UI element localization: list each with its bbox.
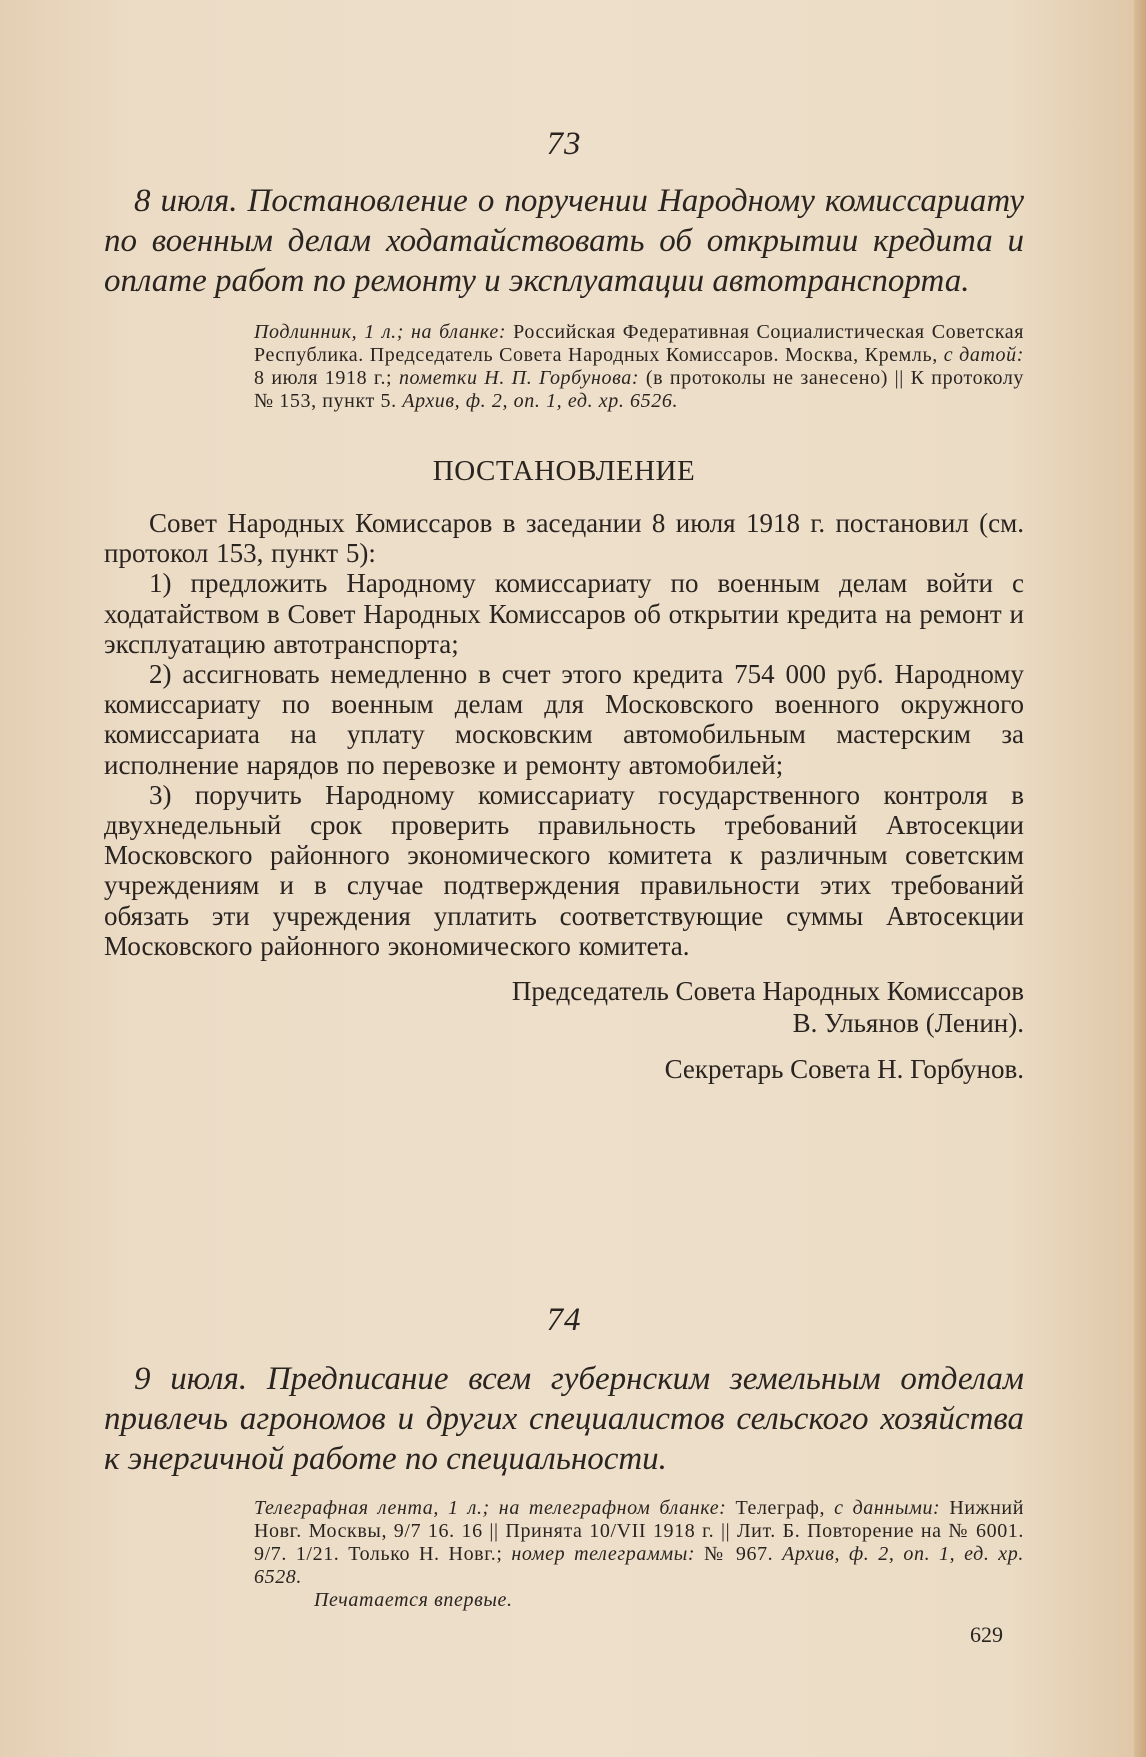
document-body (104, 508, 1024, 961)
note-label: Телеграфная лента, 1 л.; на телеграфном бланке: (254, 1497, 727, 1519)
note-text: Российская Федеративная Социалистическая Советская Республика. Председатель Совета Народных Комиссаров. Москва, Кремль, (254, 321, 1024, 366)
document-number: 73 (546, 126, 582, 162)
paragraph: Совет Народных Комиссаров в заседании 8 июля 1918 г. постановил (см. протокол 153, пункт 5): (104, 508, 1024, 569)
archive-reference: Архив, ф. 2, оп. 1, ед. хр. 6528. (254, 1543, 1024, 1588)
note-label: номер телеграммы: (511, 1543, 696, 1565)
archival-note (254, 1497, 1024, 1612)
document-74 (104, 1302, 1024, 1612)
note-text: № 967. (695, 1543, 783, 1565)
signature-secretary: Секретарь Совета Н. Горбунов. (664, 1054, 1024, 1085)
archive-reference: Архив, ф. 2, оп. 1, ед. хр. 6526. (402, 390, 679, 412)
page-spine-edge (1134, 0, 1146, 1757)
paragraph: 2) ассигновать немедленно в счет этого кредита 754 000 руб. Народному комиссариату по военным делам для Московского военного окружного комиссариата на уплату московским автомобильным мастерским за исполнение нарядов по перевозке и ремонту автомобилей; (104, 659, 1024, 780)
first-publication-note: Печатается впервые. (314, 1589, 513, 1611)
document-title: 8 июля. Постановление о поручении Народному комиссариату по военным делам ходатайствовать об открытии кредита и оплате работ по ремонту и эксплуатации автотранспорта. (104, 183, 1024, 299)
signature-chairman: Председатель Совета Народных Комиссаров (511, 976, 1024, 1007)
note-label: с данными: (834, 1497, 941, 1519)
note-text: Телеграф, (726, 1497, 835, 1519)
note-text: 8 июля 1918 г.; (254, 367, 399, 389)
note-label: с датой: (943, 344, 1024, 366)
note-text: (в протоколы не занесено) || К протоколу № 153, пункт 5. (254, 367, 1025, 412)
signature-name: В. Ульянов (Ленин). (792, 1008, 1024, 1039)
paragraph: 3) поручить Народному комиссариату государственного контроля в двухнедельный срок проверить правильность требований Автосекции Московского районного экономического комитета к различным советским учреждениям и в случае подтверждения правильности этих требований обязать эти учреждения уплатить соответствующие суммы Автосекции Московского районного экономического комитета. (104, 779, 1024, 961)
page-number: 629 (970, 1622, 1003, 1647)
document-number: 74 (546, 1302, 582, 1338)
note-text: Нижний Новг. Москвы, 9/7 16. 16 || Принята 10/VII 1918 г. || Лит. Б. Повторение на № 6001. 9/7. 1/21. Только Н. Новг.; (254, 1497, 1024, 1565)
archival-note (254, 321, 1024, 413)
note-label: Подлинник, 1 л.; на бланке: (254, 321, 507, 343)
document-73 (104, 126, 1024, 1085)
paragraph: 1) предложить Народному комиссариату по военным делам войти с ходатайством в Совет Народных Комиссаров об открытии кредита на ремонт и эксплуатацию автотранспорта; (104, 568, 1024, 659)
note-label: пометки Н. П. Горбунова: (398, 367, 640, 389)
document-title: 9 июля. Предписание всем губернским земельным отделам привлечь агрономов и других специалистов сельского хозяйства к энергичной работе по специальности. (104, 1361, 1024, 1477)
section-heading: ПОСТАНОВЛЕНИЕ (432, 455, 696, 487)
